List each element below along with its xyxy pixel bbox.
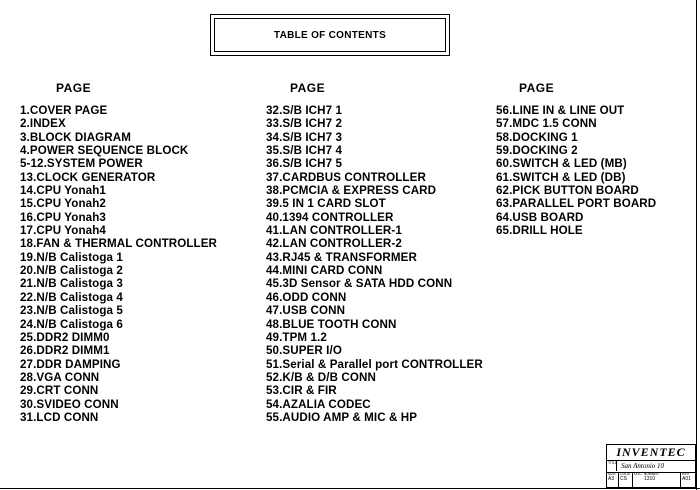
rev-value: A01 [682, 476, 691, 482]
toc-entry: 20.N/B Calistoga 2 [20, 264, 123, 278]
toc-entry: 61.SWITCH & LED (DB) [496, 170, 626, 184]
toc-entry: 53.CIR & FIR [266, 384, 337, 398]
toc-entry: 65.DRILL HOLE [496, 224, 583, 238]
toc-entry: 25.DDR2 DIMM0 [20, 330, 110, 344]
doc-number-label: DOC. NUMBER [634, 472, 659, 476]
toc-entry: 39.5 IN 1 CARD SLOT [266, 197, 386, 211]
doc-info-row [607, 472, 695, 487]
toc-entry: 47.USB CONN [266, 304, 346, 318]
toc-entry: 49.TPM 1.2 [266, 330, 327, 344]
toc-entry: 30.SVIDEO CONN [20, 397, 119, 411]
doc-number-cell [633, 472, 681, 487]
size-value: A3 [608, 476, 615, 482]
page-title: TABLE OF CONTENTS [214, 18, 446, 52]
toc-column-3 [496, 104, 656, 237]
toc-entry: 54.AZALIA CODEC [266, 397, 371, 411]
toc-entry: 55.AUDIO AMP & MIC & HP [266, 410, 418, 424]
toc-entry: 17.CPU Yonah4 [20, 224, 106, 238]
toc-entry: 64.USB BOARD [496, 210, 584, 224]
toc-entry: 1.COVER PAGE [20, 104, 108, 117]
toc-entry: 24.N/B Calistoga 6 [20, 317, 123, 331]
doc-number-value: 1310 [644, 476, 656, 482]
toc-entry: 36.S/B ICH7 5 [266, 157, 343, 171]
toc-entry: 23.N/B Calistoga 5 [20, 304, 123, 318]
toc-entry: 13.CLOCK GENERATOR [20, 170, 156, 184]
toc-entry: 59.DOCKING 2 [496, 144, 578, 158]
toc-entry: 33.S/B ICH7 2 [266, 117, 343, 131]
toc-entry: 35.S/B ICH7 4 [266, 144, 343, 158]
title-label: TITLE [608, 461, 617, 471]
frame-bottom-border [0, 488, 700, 489]
toc-column-1 [20, 104, 217, 424]
toc-entry: 18.FAN & THERMAL CONTROLLER [20, 237, 218, 251]
toc-entry: 41.LAN CONTROLLER-1 [266, 224, 402, 238]
toc-entry: 19.N/B Calistoga 1 [20, 250, 123, 264]
toc-entry: 21.N/B Calistoga 3 [20, 277, 123, 291]
toc-entry: 32.S/B ICH7 1 [266, 104, 343, 117]
code-value: CS [620, 476, 627, 482]
toc-entry: 4.POWER SEQUENCE BLOCK [20, 144, 189, 158]
title-block [606, 444, 696, 488]
toc-entry: 16.CPU Yonah3 [20, 210, 106, 224]
toc-entry: 57.MDC 1.5 CONN [496, 117, 597, 131]
toc-entry: 14.CPU Yonah1 [20, 184, 106, 198]
size-label: SIZE [608, 472, 616, 476]
toc-entry: 29.CRT CONN [20, 384, 99, 398]
toc-entry: 42.LAN CONTROLLER-2 [266, 237, 402, 251]
toc-entry: 5-12.SYSTEM POWER [20, 157, 143, 171]
toc-entry: 27.DDR DAMPING [20, 357, 121, 371]
toc-entry: 3.BLOCK DIAGRAM [20, 130, 131, 144]
toc-entry: 34.S/B ICH7 3 [266, 130, 343, 144]
toc-entry: 28.VGA CONN [20, 370, 100, 384]
toc-entry: 43.RJ45 & TRANSFORMER [266, 250, 417, 264]
toc-entry: 51.Serial & Parallel port CONTROLLER [266, 357, 483, 371]
toc-column-2 [266, 104, 483, 424]
code-cell [619, 472, 633, 487]
toc-entry: 56.LINE IN & LINE OUT [496, 104, 625, 117]
toc-entry: 15.CPU Yonah2 [20, 197, 106, 211]
toc-entry: 37.CARDBUS CONTROLLER [266, 170, 426, 184]
toc-entry: 38.PCMCIA & EXPRESS CARD [266, 184, 437, 198]
toc-entry: 45.3D Sensor & SATA HDD CONN [266, 277, 453, 291]
column-heading-2: PAGE [290, 81, 326, 95]
toc-entry: 63.PARALLEL PORT BOARD [496, 197, 657, 211]
toc-entry: 2.INDEX [20, 117, 66, 131]
toc-entry: 31.LCD CONN [20, 410, 99, 424]
toc-entry: 62.PICK BUTTON BOARD [496, 184, 639, 198]
rev-cell [681, 472, 695, 487]
toc-entry: 50.SUPER I/O [266, 344, 342, 358]
toc-entry: 46.ODD CONN [266, 290, 347, 304]
title-box [210, 14, 450, 56]
toc-entry: 22.N/B Calistoga 4 [20, 290, 123, 304]
frame-right-border [696, 0, 697, 490]
project-title: San Antonio 10 [621, 462, 665, 470]
rev-label: REV [682, 472, 690, 476]
code-label: CODE [620, 472, 631, 476]
toc-entry: 52.K/B & D/B CONN [266, 370, 376, 384]
column-heading-3: PAGE [519, 81, 555, 95]
toc-entry: 26.DDR2 DIMM1 [20, 344, 110, 358]
toc-entry: 48.BLUE TOOTH CONN [266, 317, 397, 331]
toc-entry: 60.SWITCH & LED (MB) [496, 157, 627, 171]
column-heading-1: PAGE [56, 81, 92, 95]
toc-entry: 40.1394 CONTROLLER [266, 210, 394, 224]
company-name: INVENTEC [607, 445, 695, 461]
toc-entry: 44.MINI CARD CONN [266, 264, 383, 278]
size-cell [607, 472, 619, 487]
toc-entry: 58.DOCKING 1 [496, 130, 578, 144]
